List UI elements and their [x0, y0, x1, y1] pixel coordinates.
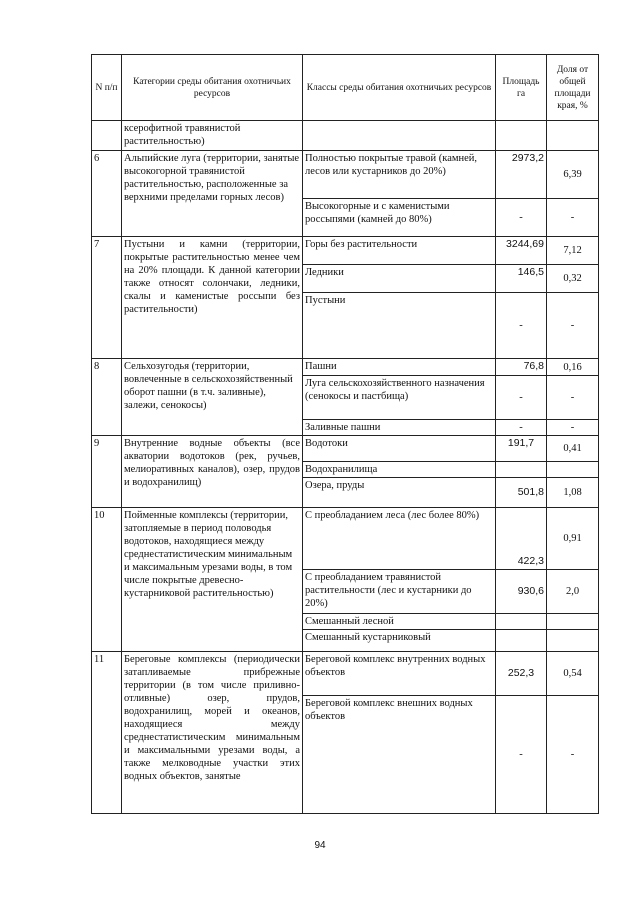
- row-class: С преобладанием леса (лес более 80%): [303, 508, 496, 570]
- row-share: 7,12: [547, 237, 599, 265]
- row-share: [547, 630, 599, 652]
- row-area: -: [496, 696, 547, 814]
- row-share: [547, 614, 599, 630]
- table-header-row: [92, 55, 599, 121]
- row-class: Береговой комплекс внутренних водных объектов: [303, 652, 496, 696]
- row-area: [496, 121, 547, 151]
- row-class: [303, 121, 496, 151]
- row-share: 0,54: [547, 652, 599, 696]
- row-category: Пустыни и камни (территории, покрытые растительностью менее чем на 20% площади. К данной категории также относят солончаки, ледники, скалы и каменистые россыпи без растительности): [122, 237, 303, 359]
- row-category: Внутренние водные объекты (все акватории водотоков (рек, ручьев, мелиоративных каналов), озер, прудов и водохранилищ): [122, 436, 303, 508]
- row-category: Береговые комплексы (периодически затапливаемые прибрежные территории (в том числе приливно-отливные) озер, прудов, водохранилищ, морей и океанов, находящиеся между среднестатистическим минимальным и максимальными урезами воды, а также мелководные участки этих водных объектов, занятые: [122, 652, 303, 814]
- row-class: Ледники: [303, 265, 496, 293]
- header-n: N п/п: [92, 55, 122, 121]
- row-share: 0,91: [547, 508, 599, 570]
- header-area: Площадь га: [496, 55, 547, 121]
- row-share: -: [547, 199, 599, 237]
- row-area: 3244,69: [496, 237, 547, 265]
- row-area: 930,6: [496, 570, 547, 614]
- row-class: Горы без растительности: [303, 237, 496, 265]
- row-area: 501,8: [496, 478, 547, 508]
- row-class: Полностью покрытые травой (камней, лесов или кустарников до 20%): [303, 151, 496, 199]
- row-n: 10: [92, 508, 122, 652]
- row-area: [496, 614, 547, 630]
- row-area: -: [496, 199, 547, 237]
- row-n: [92, 121, 122, 151]
- row-n: 9: [92, 436, 122, 508]
- row-area: -: [496, 376, 547, 420]
- row-share: 0,32: [547, 265, 599, 293]
- table-row: [92, 359, 599, 376]
- table-row: [92, 508, 599, 570]
- row-area: 2973,2: [496, 151, 547, 199]
- row-share: -: [547, 420, 599, 436]
- row-class: Пустыни: [303, 293, 496, 359]
- row-class: Пашни: [303, 359, 496, 376]
- row-class: Озера, пруды: [303, 478, 496, 508]
- row-share: [547, 462, 599, 478]
- table-row: [92, 436, 599, 462]
- row-category: Альпийские луга (территории, занятые высокогорной травянистой растительностью, расположенные за верхними пределами горных лесов): [122, 151, 303, 237]
- row-share: -: [547, 696, 599, 814]
- table-row: [92, 652, 599, 696]
- habitat-table: [91, 54, 599, 814]
- row-area: 422,3: [496, 508, 547, 570]
- row-class: Луга сельскохозяйственного назначения (сенокосы и пастбища): [303, 376, 496, 420]
- row-category: Пойменные комплексы (территории, затопляемые в период половодья водотоков, находящиеся между среднестатистическим минимальным и максимальным урезами воды, в том числе покрытые древесно-кустарниковой растительностью): [122, 508, 303, 652]
- row-share: 0,41: [547, 436, 599, 462]
- row-n: 7: [92, 237, 122, 359]
- row-n: 8: [92, 359, 122, 436]
- row-class: Смешанный лесной: [303, 614, 496, 630]
- header-category: Категории среды обитания охотничьих ресурсов: [122, 55, 303, 121]
- row-share: 0,16: [547, 359, 599, 376]
- row-class: Заливные пашни: [303, 420, 496, 436]
- row-share: 2,0: [547, 570, 599, 614]
- table-row: [92, 151, 599, 199]
- table-row: [92, 121, 599, 151]
- row-category: Сельхозугодья (территории, вовлеченные в сельскохозяйственный оборот пашни (в т.ч. заливные), залежи, сенокосы): [122, 359, 303, 436]
- row-share: -: [547, 293, 599, 359]
- row-class: С преобладанием травянистой растительности (лес и кустарники до 20%): [303, 570, 496, 614]
- row-category: ксерофитной травянистой растительностью): [122, 121, 303, 151]
- row-n: 11: [92, 652, 122, 814]
- row-share: [547, 121, 599, 151]
- row-area: [496, 630, 547, 652]
- row-area: 146,5: [496, 265, 547, 293]
- row-area: [496, 462, 547, 478]
- row-class: Береговой комплекс внешних водных объектов: [303, 696, 496, 814]
- table-row: [92, 237, 599, 265]
- row-class: Водохранилища: [303, 462, 496, 478]
- row-class: Водотоки: [303, 436, 496, 462]
- row-share: 1,08: [547, 478, 599, 508]
- row-share: 6,39: [547, 151, 599, 199]
- page-number: 94: [314, 840, 326, 851]
- header-class: Классы среды обитания охотничьих ресурсов: [303, 55, 496, 121]
- row-area: -: [496, 293, 547, 359]
- row-area: 252,3: [496, 652, 547, 696]
- row-area: 76,8: [496, 359, 547, 376]
- row-area: -: [496, 420, 547, 436]
- row-share: -: [547, 376, 599, 420]
- row-class: Высокогорные и с каменистыми россыпями (камней до 80%): [303, 199, 496, 237]
- row-class: Смешанный кустарниковый: [303, 630, 496, 652]
- row-area: 191,7: [496, 436, 547, 462]
- header-share: Доля от общей площади края, %: [547, 55, 599, 121]
- row-n: 6: [92, 151, 122, 237]
